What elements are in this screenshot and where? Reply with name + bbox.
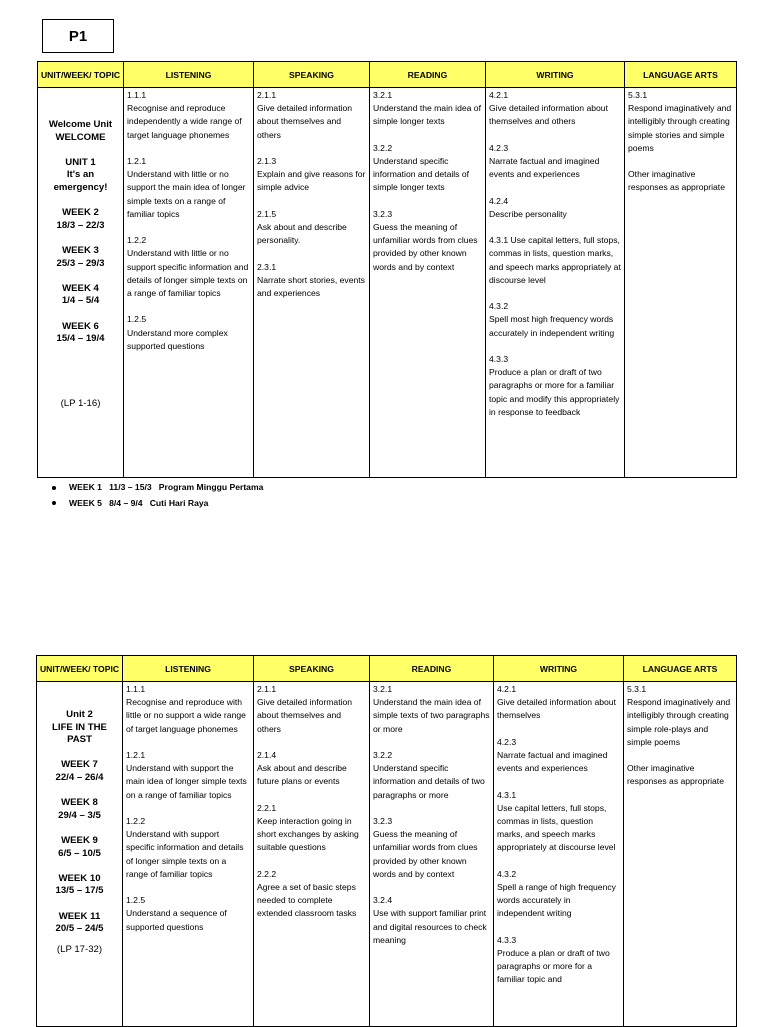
header-language-arts: LANGUAGE ARTS xyxy=(624,656,737,682)
header-speaking: SPEAKING xyxy=(254,656,370,682)
writing-cell: 4.2.1 Give detailed information about themselves 4.2.3 Narrate factual and imagined events and experiences 4.3.1 Use capital letters, full stops, commas in lists, question marks, and speech marks appropriately at discourse level 4.3.2 Spell a range of high frequency words accurately in independent writing 4.3.3 Produce a plan or draft of two paragraphs or more for a familiar topic and xyxy=(494,682,624,1027)
unit-topic-text: Unit 2 LIFE IN THE PAST WEEK 7 22/4 – 26/4 WEEK 8 29/4 – 3/5 WEEK 9 6/5 – 10/5 WEEK 10 13/5 – 17/5 WEEK 11 20/5 – 24/5 xyxy=(52,709,107,935)
week-notes xyxy=(52,480,263,511)
header-reading: READING xyxy=(370,62,486,88)
speaking-cell: 2.1.1 Give detailed information about themselves and others 2.1.4 Ask about and describe future plans or events 2.2.1 Keep interaction going in short exchanges by asking suitable questions 2.2.2 Agree a set of basic steps needed to complete extended classroom tasks xyxy=(254,682,370,1027)
unit-topic-cell xyxy=(38,88,124,478)
note-item xyxy=(52,496,263,512)
language-arts-cell: 5.3.1 Respond imaginatively and intelligibly through creating simple stories and simple poems Other imaginative responses as appropriate xyxy=(625,88,737,478)
lesson-plan-range: (LP 1-16) xyxy=(60,397,101,409)
page-label: P1 xyxy=(42,19,114,53)
header-listening: LISTENING xyxy=(124,62,254,88)
speaking-cell: 2.1.1 Give detailed information about themselves and others 2.1.3 Explain and give reasons for simple advice 2.1.5 Ask about and describe personality. 2.3.1 Narrate short stories, events and experiences xyxy=(254,88,370,478)
unit-topic-cell xyxy=(37,682,123,1027)
writing-cell: 4.2.1 Give detailed information about themselves and others 4.2.3 Narrate factual and imagined events and experiences 4.2.4 Describe personality 4.3.1 Use capital letters, full stops, commas in lists, question marks, and speech marks appropriately at discourse level 4.3.2 Spell most high frequency words accurately in independent writing 4.3.3 Produce a plan or draft of two paragraphs or more for a familiar topic and modify this appropriately in response to feedback xyxy=(486,88,625,478)
header-speaking: SPEAKING xyxy=(254,62,370,88)
header-language-arts: LANGUAGE ARTS xyxy=(625,62,737,88)
listening-cell: 1.1.1 Recognise and reproduce with little or no support a wide range of target language phonemes 1.2.1 Understand with support the main idea of longer simple texts on a range of familiar topics 1.2.2 Understand with support specific information and details of longer simple texts on a range of familiar topics 1.2.5 Understand a sequence of supported questions xyxy=(123,682,254,1027)
header-unit-week-topic: UNIT/WEEK/ TOPIC xyxy=(37,656,123,682)
note-text: WEEK 5 8/4 – 9/4 Cuti Hari Raya xyxy=(69,497,209,508)
header-writing: WRITING xyxy=(494,656,624,682)
header-listening: LISTENING xyxy=(123,656,254,682)
scheme-of-work-table-1 xyxy=(37,61,737,478)
listening-cell: 1.1.1 Recognise and reproduce independently a wide range of target language phonemes 1.2.1 Understand with little or no support the main idea of longer simple texts on a range of familiar topics 1.2.2 Understand with little or no support specific information and details of longer simple texts on a range of familiar topics 1.2.5 Understand more complex supported questions xyxy=(124,88,254,478)
note-item xyxy=(52,480,263,496)
bullet-icon xyxy=(52,486,56,490)
header-reading: READING xyxy=(370,656,494,682)
header-writing: WRITING xyxy=(486,62,625,88)
bullet-icon xyxy=(52,501,56,505)
scheme-of-work-table-2 xyxy=(36,655,737,1027)
language-arts-cell: 5.3.1 Respond imaginatively and intelligibly through creating simple role-plays and simple poems Other imaginative responses as appropriate xyxy=(624,682,737,1027)
header-unit-week-topic: UNIT/WEEK/ TOPIC xyxy=(38,62,124,88)
note-text: WEEK 1 11/3 – 15/3 Program Minggu Pertama xyxy=(69,482,264,492)
lesson-plan-range: (LP 17-32) xyxy=(56,943,103,955)
unit-topic-text: Welcome Unit WELCOME UNIT 1 It's an emergency! WEEK 2 18/3 – 22/3 WEEK 3 25/3 – 29/3 WEEK 4 1/4 – 5/4 WEEK 6 15/4 – 19/4 xyxy=(48,119,113,345)
reading-cell: 3.2.1 Understand the main idea of simple texts of two paragraphs or more 3.2.2 Understand specific information and details of two paragraphs or more 3.2.3 Guess the meaning of unfamiliar words from clues provided by other known words and by context 3.2.4 Use with support familiar print and digital resources to check meaning xyxy=(370,682,494,1027)
reading-cell: 3.2.1 Understand the main idea of simple longer texts 3.2.2 Understand specific information and details of simple longer texts 3.2.3 Guess the meaning of unfamiliar words from clues provided by other known words and by context xyxy=(370,88,486,478)
